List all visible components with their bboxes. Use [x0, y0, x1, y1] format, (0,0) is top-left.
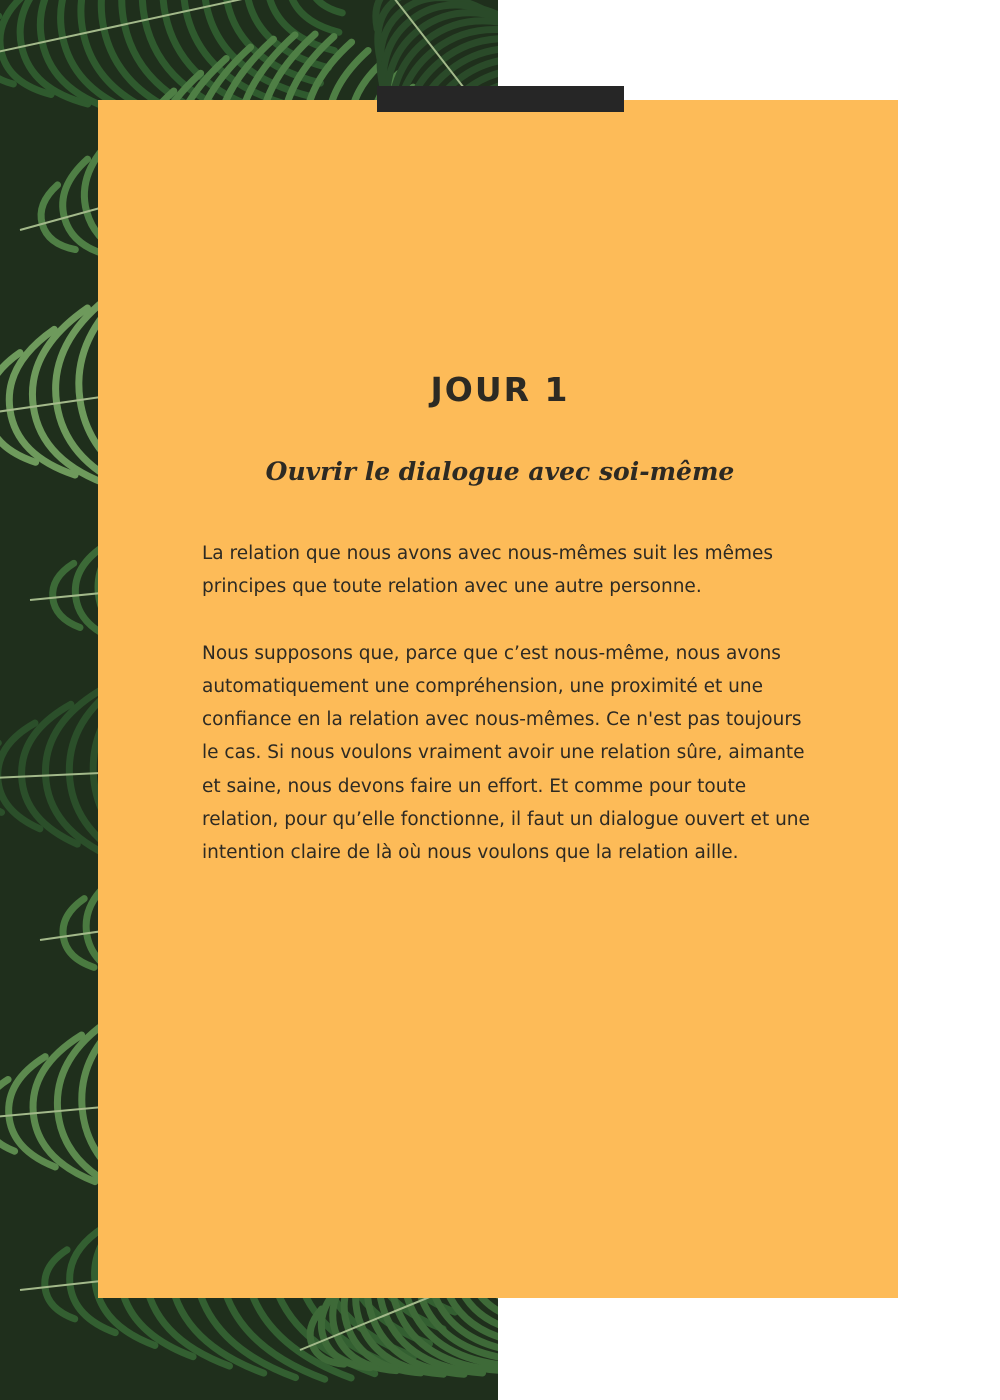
day-title: JOUR 1 — [430, 370, 570, 409]
day-subtitle: Ouvrir le dialogue avec soi-même — [265, 457, 735, 486]
body-paragraph: Nous supposons que, parce que c’est nous-même, nous avons automatiquement une compréhension, une proximité et une confiance en la relation avec nous-mêmes. Ce n'est pas toujours le cas. Si nous voulons vraiment avoir une relation sûre, aimante et saine, nous devons faire un effort. Et comme pour toute relation, pour qu’elle fonctionne, il faut un dialogue ouvert et une intention claire de là où nous voulons que la relation aille. — [202, 642, 810, 864]
body-text — [202, 537, 822, 903]
card-top-tab — [377, 86, 624, 112]
body-paragraph: La relation que nous avons avec nous-mêmes suit les mêmes principes que toute relation avec une autre personne. — [202, 543, 774, 598]
